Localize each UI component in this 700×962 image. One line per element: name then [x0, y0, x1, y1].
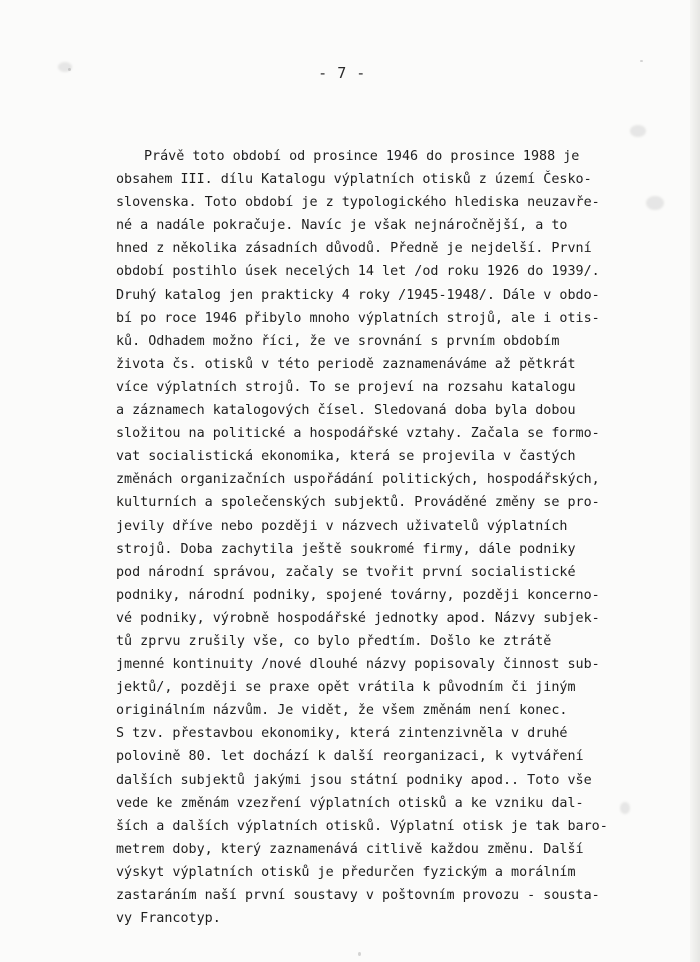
text-line: a záznamech katalogových čísel. Sledovaná doba byla dobou: [116, 403, 576, 419]
text-line: zastaráním naší první soustavy v poštovním provozu - sousta-: [116, 888, 600, 903]
text-line: Právě toto období od prosince 1946 do prosince 1988 je: [144, 149, 580, 164]
scan-speck: [68, 68, 71, 71]
text-line: obsahem III. dílu Katalogu výplatních otisků z území Česko-: [116, 172, 592, 188]
text-line: ších a dalších výplatních otisků. Výplatní otisk je tak baro-: [116, 818, 608, 834]
text-line: vede ke změnám vzezření výplatních otisků a ke vzniku dal-: [116, 795, 584, 811]
text-line: tů zprvu zrušily vše, co bylo předtím. Došlo ke ztrátě: [116, 633, 552, 649]
body-paragraph: [116, 145, 616, 930]
scan-smudge: [630, 125, 646, 137]
text-line: originálním názvům. Je vidět, že všem změnám není konec.: [116, 703, 568, 719]
text-line: života čs. otisků v této periodě zaznamenáváme až pětkrát: [116, 356, 576, 372]
text-line: pod národní správou, začaly se tvořit první socialistické: [116, 564, 576, 580]
text-line: strojů. Doba zachytila ještě soukromé firmy, dále podniky: [116, 541, 576, 557]
text-line: změnách organizačních uspořádání politických, hospodářských,: [116, 472, 600, 488]
text-line: slovenska. Toto období je z typologického hlediska neuzavře-: [116, 195, 600, 211]
text-line: jmenné kontinuity /nové dlouhé názvy popisovaly činnost sub-: [116, 657, 600, 673]
text-line: né a nadále pokračuje. Navíc je však nejnáročnější, a to: [116, 218, 568, 234]
text-line: polovině 80. let dochází k další reorganizaci, k vytváření: [116, 749, 584, 765]
text-line: hned z několika zásadních důvodů. Předně je nejdelší. První: [116, 241, 592, 257]
text-line: složitou na politické a hospodářské vztahy. Začala se formo-: [116, 426, 600, 442]
scan-speck: [640, 60, 643, 62]
text-line: vy Francotyp.: [116, 911, 221, 927]
scan-smudge: [646, 196, 664, 210]
text-line: ků. Odhadem možno říci, že ve srovnání s prvním obdobím: [116, 333, 560, 349]
scan-speck: [358, 952, 361, 956]
text-line: bí po roce 1946 přibylo mnoho výplatních strojů, ale i otis-: [116, 310, 600, 326]
text-line: vat socialistická ekonomika, která se projevila v častých: [116, 449, 576, 465]
scan-smudge: [620, 802, 630, 814]
text-line: Druhý katalog jen prakticky 4 roky /1945-1948/. Dále v obdo-: [116, 287, 600, 303]
text-line: jevily dříve nebo později v názvech uživatelů výplatních: [116, 518, 568, 534]
text-line: dalších subjektů jakými jsou státní podniky apod.. Toto vše: [116, 772, 592, 788]
text-line: podniky, národní podniky, spojené továrny, později koncerno-: [116, 587, 600, 603]
text-line: jektů/, později se praxe opět vrátila k původním či jiným: [116, 680, 576, 696]
text-line: období postihlo úsek necelých 14 let /od roku 1926 do 1939/.: [116, 264, 600, 280]
page-edge-shadow: [690, 0, 700, 962]
text-line: metrem doby, který zaznamenává citlivě každou změnu. Další: [116, 841, 584, 857]
page-number: - 7 -: [318, 64, 366, 82]
text-line: vé podniky, výrobně hospodářské jednotky apod. Názvy subjek-: [116, 610, 600, 626]
text-line: výskyt výplatních otisků je předurčen fyzickým a morálním: [116, 864, 576, 880]
text-line: kulturních a společenských subjektů. Prováděné změny se pro-: [116, 495, 600, 511]
text-line: více výplatních strojů. To se projeví na rozsahu katalogu: [116, 379, 576, 395]
text-line: S tzv. přestavbou ekonomiky, která zintenzivněla v druhé: [116, 726, 568, 742]
